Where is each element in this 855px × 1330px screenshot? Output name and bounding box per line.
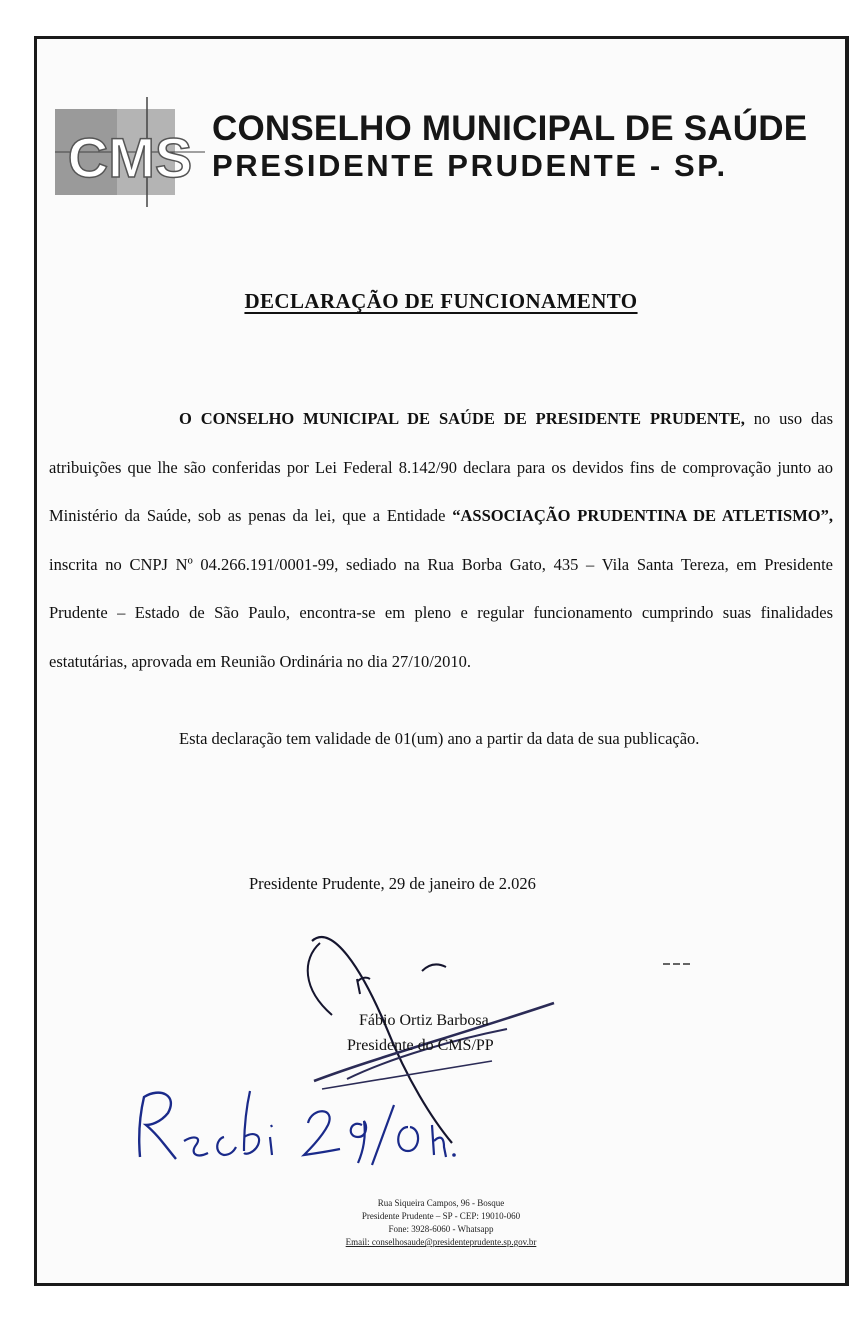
cms-logo	[55, 97, 205, 207]
svg-text:CMS: CMS	[67, 126, 193, 189]
declaration-body: O CONSELHO MUNICIPAL DE SAÚDE DE PRESIDENTE PRUDENTE, no uso das atribuições que lhe são conferidas por Lei Federal 8.142/90 declara para os devidos fins de comprovação junto ao Ministério da Saúde, sob as penas da lei, que a Entidade “ASSOCIAÇÃO PRUDENTINA DE ATLETISMO”, inscrita no CNPJ Nº 04.266.191/0001-99, sediado na Rua Borba Gato, 435 – Vila Santa Tereza, em Presidente Prudente – Estado de São Paulo, encontra-se em pleno e regular funcionamento cumprindo suas finalidades estatutárias, aprovada em Reunião Ordinária no dia 27/10/2010.	[49, 409, 834, 671]
council-name: O CONSELHO MUNICIPAL DE SAÚDE DE PRESIDENTE PRUDENTE,	[179, 409, 745, 428]
handwritten-received-note	[132, 1079, 462, 1169]
small-mark	[662, 959, 692, 969]
footer-email[interactable]: Email: conselhosaude@presidenteprudente.sp.gov.br	[345, 1237, 537, 1247]
document-title: DECLARAÇÃO DE FUNCIONAMENTO	[244, 289, 638, 313]
signer-name: Fábio Ortiz Barbosa	[359, 1012, 489, 1029]
footer-phone: Fone: 3928-6060 - Whatsapp	[388, 1224, 494, 1234]
entity-name: “ASSOCIAÇÃO PRUDENTINA DE ATLETISMO”,	[452, 506, 833, 526]
footer-city: Presidente Prudente – SP - CEP: 19010-060	[361, 1211, 521, 1221]
footer-address: Rua Siqueira Campos, 96 - Bosque	[377, 1198, 505, 1208]
place-date: Presidente Prudente, 29 de janeiro de 2.026	[249, 874, 536, 893]
validity-statement: Esta declaração tem validade de 01(um) ano a partir da data de sua publicação.	[179, 729, 700, 748]
org-name: CONSELHO MUNICIPAL DE SAÚDE	[212, 109, 808, 148]
footer-contact	[37, 1197, 845, 1249]
document-page	[34, 36, 849, 1286]
signer-role: Presidente do CMS/PP	[347, 1037, 494, 1054]
org-city: PRESIDENTE PRUDENTE - SP.	[212, 148, 728, 183]
